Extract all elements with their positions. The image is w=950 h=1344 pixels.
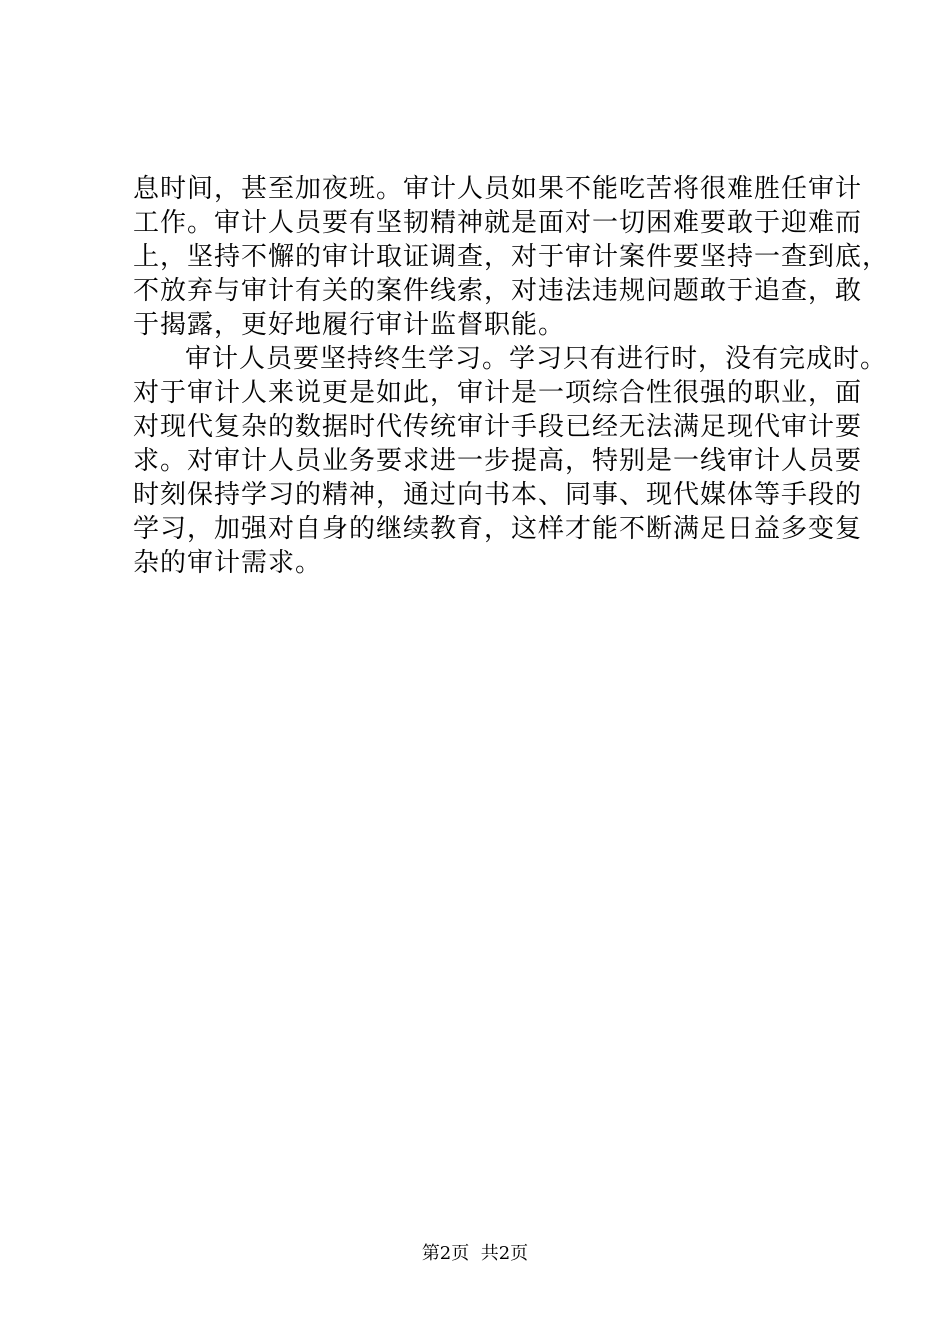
text-line: 对于审计人来说更是如此，审计是一项综合性很强的职业，面 [133, 378, 863, 408]
page-number: 第2页 共2页 [421, 1243, 529, 1264]
text-line: 学习，加强对自身的继续教育，这样才能不断满足日益多变复 [133, 514, 863, 544]
document-body [133, 172, 890, 580]
paragraph-1 [133, 172, 890, 342]
text-line: 杂的审计需求。 [133, 548, 323, 578]
paragraph-2 [133, 342, 888, 580]
text-line: 求。对审计人员业务要求进一步提高，特别是一线审计人员要 [133, 446, 863, 476]
text-line: 息时间，甚至加夜班。审计人员如果不能吃苦将很难胜任审计 [133, 174, 863, 204]
text-line: 于揭露，更好地履行审计监督职能。 [133, 310, 566, 340]
text-line: 上，坚持不懈的审计取证调查，对于审计案件要坚持一查到底， [133, 242, 890, 272]
text-line: 对现代复杂的数据时代传统审计手段已经无法满足现代审计要 [133, 412, 863, 442]
text-line: 时刻保持学习的精神，通过向书本、同事、现代媒体等手段的 [133, 480, 863, 510]
text-line: 审计人员要坚持终生学习。学习只有进行时，没有完成时。 [185, 344, 888, 374]
text-line: 工作。审计人员要有坚韧精神就是面对一切困难要敢于迎难而 [133, 208, 863, 238]
text-line: 不放弃与审计有关的案件线索，对违法违规问题敢于追查，敢 [133, 276, 863, 306]
